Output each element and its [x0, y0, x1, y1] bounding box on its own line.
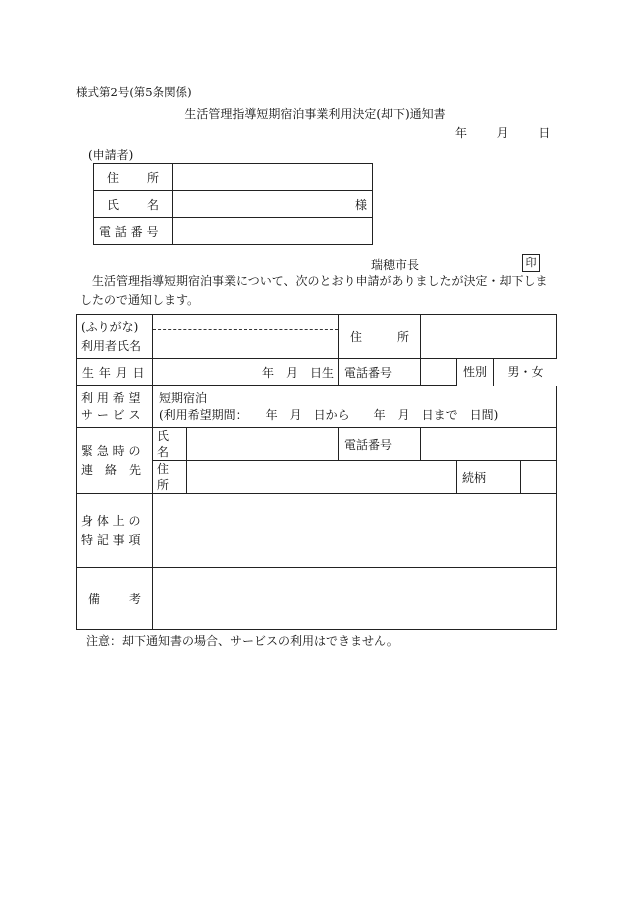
- form-number: 様式第2号(第5条関係): [76, 85, 192, 99]
- em-phone-field[interactable]: [421, 428, 557, 461]
- user-name-field[interactable]: [153, 315, 339, 359]
- sex-label-cell: 性別: [457, 359, 494, 386]
- applicant-label: (申請者): [88, 148, 134, 162]
- service-label: 利 用 希 望 サ ー ビ ス: [77, 386, 153, 428]
- user-address-label: 住 所: [339, 315, 421, 359]
- caution-note: 注意：却下通知書の場合、サービスの利用はできません。: [86, 634, 399, 648]
- applicant-name-label: 氏 名: [94, 191, 173, 218]
- sex-row-overlay: [456, 359, 557, 386]
- remarks-label: 備 考: [77, 568, 153, 630]
- sex-value-cell[interactable]: 男・女: [494, 359, 557, 386]
- applicant-address-label: 住 所: [94, 164, 173, 191]
- document-title: 生活管理指導短期宿泊事業利用決定(却下)通知書: [184, 107, 446, 121]
- em-name-field[interactable]: [187, 428, 339, 461]
- name-suffix: 様: [354, 197, 367, 212]
- date-month: 月: [496, 126, 509, 140]
- relation-field[interactable]: [521, 461, 557, 494]
- user-address-field[interactable]: [421, 315, 557, 359]
- em-address-label: 住 所: [153, 461, 187, 494]
- mayor-name: 瑞穂市長: [371, 258, 420, 272]
- emergency-label: 緊 急 時 の 連 絡 先: [77, 428, 153, 494]
- applicant-phone-field[interactable]: [173, 218, 373, 245]
- date-year: 年: [455, 126, 468, 140]
- seal-mark: 印: [522, 254, 540, 272]
- date-line: [455, 124, 550, 141]
- applicant-address-field[interactable]: [173, 164, 373, 191]
- birthdate-label: 生 年 月 日: [77, 359, 153, 386]
- remarks-field[interactable]: [153, 568, 557, 630]
- service-field: 短期宿泊 (利用希望期間： 年 月 日から 年 月 日まで 日間): [153, 386, 557, 428]
- applicant-table: [93, 163, 373, 245]
- applicant-name-field[interactable]: [173, 191, 373, 218]
- user-name-label: (ふりがな) 利用者氏名: [77, 315, 153, 359]
- special-notes-label: 身 体 上 の 特 記 事 項: [77, 494, 153, 568]
- em-name-label: 氏 名: [153, 428, 187, 461]
- birthdate-field[interactable]: 年 月 日生: [153, 359, 339, 386]
- notice-text: 生活管理指導短期宿泊事業について、次のとおり申請がありましたが決定・却下しましたので通知します。: [80, 274, 548, 307]
- em-phone-label: 電話番号: [339, 428, 421, 461]
- user-phone-label: 電話番号: [339, 359, 421, 386]
- special-notes-field[interactable]: [153, 494, 557, 568]
- em-address-field[interactable]: [187, 461, 457, 494]
- furigana-line: [153, 315, 338, 330]
- applicant-phone-label: 電 話 番 号: [94, 218, 173, 245]
- relation-label: 続柄: [457, 461, 521, 494]
- date-day: 日: [538, 126, 551, 140]
